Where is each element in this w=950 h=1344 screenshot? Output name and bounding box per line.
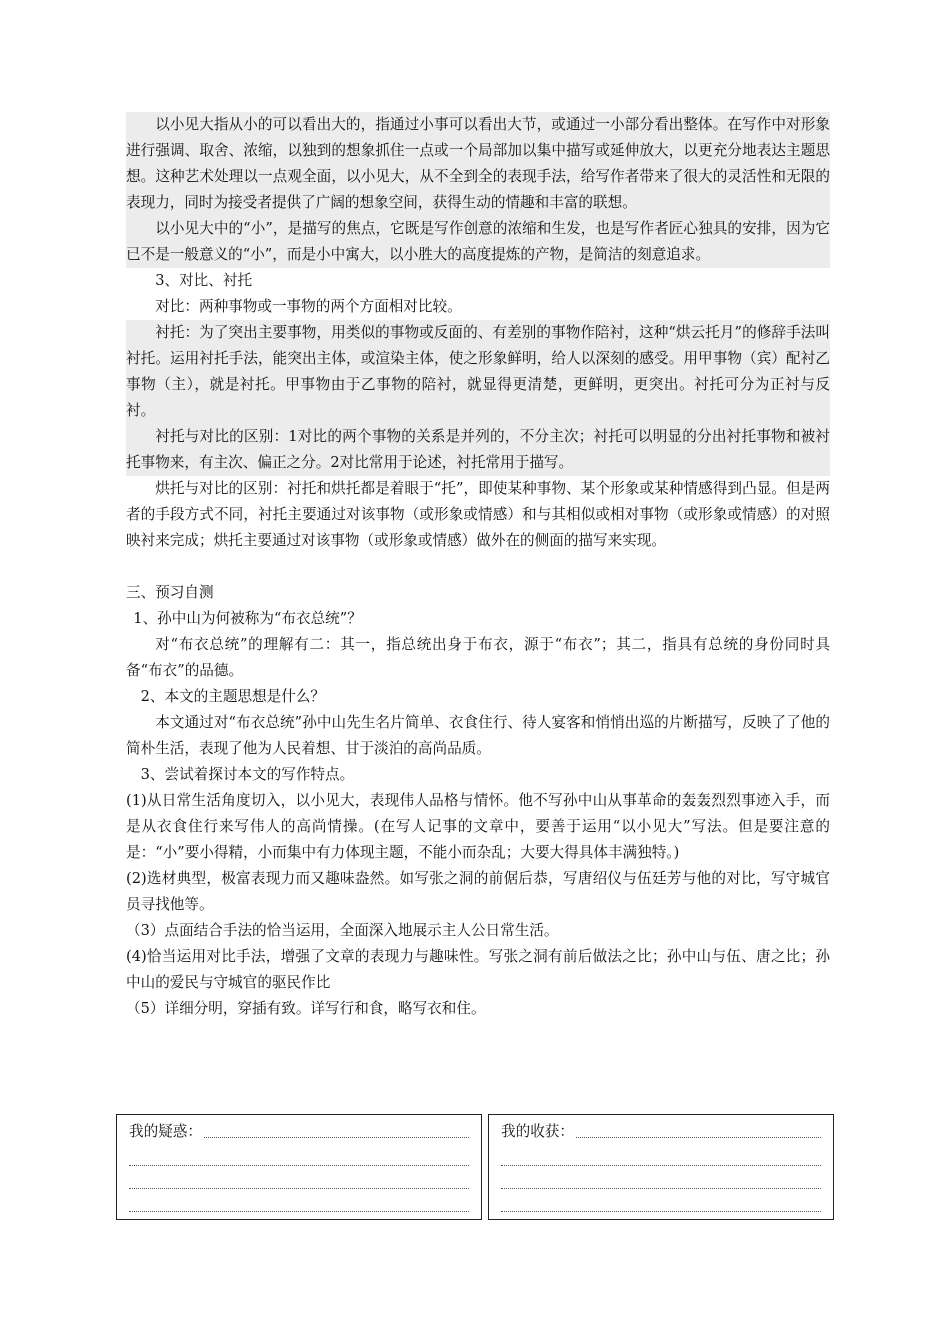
paragraph-contrast-definition: 对比：两种事物或一事物的两个方面相对比较。 [155, 298, 462, 315]
answer-2: 本文通过对“布衣总统”孙中山先生名片简单、衣食住行、待人宴客和悄悄出巡的片断描写，反映了了他的简朴生活，表现了他为人民着想、甘于淡泊的高尚品质。 [126, 714, 830, 757]
heading-contrast-foil: 3、对比、衬托 [155, 272, 253, 289]
question-1: 1、孙中山为何被称为“布衣总统”？ [133, 610, 362, 627]
paragraph-foil-vs-contrast: 衬托与对比的区别：1对比的两个事物的关系是并列的，不分主次；衬托可以明显的分出衬托事物和被衬托事物来，有主次、偏正之分。2对比常用于论述，衬托常用于描写。 [126, 428, 830, 471]
paragraph-setoff-vs-contrast: 烘托与对比的区别：衬托和烘托都是着眼于“托”，即使某种事物、某个形象或某种情感得到凸显。但是两者的手段方式不同，衬托主要通过对该事物（或形象或情感）和与其相似或相对事物（或形象或情感）的对照映衬来完成；烘托主要通过对该事物（或形象或情感）做外在的侧面的描写来实现。 [126, 480, 830, 549]
paragraph-small-to-big-definition: 以小见大指从小的可以看出大的，指通过小事可以看出大节，或通过一小部分看出整体。在写作中对形象进行强调、取舍、浓缩，以独到的想象抓住一点或一个局部加以集中描写或延伸放大，以更充分地表达主题思想。这种艺术处理以一点观全面，以小见大，从不全到全的表现手法，给写作者带来了很大的灵活性和无限的表现力，同时为接受者提供了广阔的想象空间，获得生动的情趣和丰富的联想。 [126, 116, 830, 211]
answer-line[interactable] [501, 1143, 821, 1166]
answer-line[interactable] [204, 1137, 469, 1138]
answer-line[interactable] [501, 1166, 821, 1189]
answer-line[interactable] [129, 1166, 469, 1189]
answer-line[interactable] [576, 1137, 821, 1138]
paragraph-small-focus: 以小见大中的“小”，是描写的焦点，它既是写作创意的浓缩和生发，也是写作者匠心独具的安排，因为它已不是一般意义的“小”，而是小中寓大，以小胜大的高度提炼的产物，是简洁的刻意追求。 [126, 220, 830, 263]
answer-line[interactable] [129, 1143, 469, 1166]
paragraph-foil-definition: 衬托：为了突出主要事物，用类似的事物或反面的、有差别的事物作陪衬，这种“烘云托月”的修辞手法叫衬托。运用衬托手法，能突出主体，或渲染主体，使之形象鲜明，给人以深刻的感受。用甲事物（宾）配衬乙事物（主），就是衬托。甲事物由于乙事物的陪衬，就显得更清楚，更鲜明，更突出。衬托可分为正衬与反衬。 [126, 324, 830, 419]
answer-3-point-5: （5）详细分明，穿插有致。详写行和食，略写衣和住。 [126, 1000, 486, 1017]
shaded-block [126, 112, 830, 268]
gains-label: 我的收获： [501, 1123, 574, 1140]
notes-boxes [116, 1114, 834, 1222]
gains-box[interactable] [488, 1114, 834, 1220]
question-2: 2、本文的主题思想是什么？ [140, 688, 326, 705]
answer-3-point-2: (2)选材典型，极富表现力而又趣味盎然。如写张之洞的前倨后恭，写唐绍仪与伍廷芳与他的对比，写守城官员寻找他等。 [126, 870, 830, 913]
answer-1: 对“布衣总统”的理解有二：其一，指总统出身于布衣，源于“布衣”；其二，指具有总统的身份同时具备“布衣”的品德。 [126, 636, 830, 679]
section-heading-preview-test: 三、预习自测 [126, 584, 214, 601]
doubts-label: 我的疑惑： [129, 1123, 202, 1140]
answer-3-point-3: （3）点面结合手法的恰当运用，全面深入地展示主人公日常生活。 [126, 922, 559, 939]
answer-3-point-1: (1)从日常生活角度切入，以小见大，表现伟人品格与情怀。他不写孙中山从事革命的轰轰烈烈事迹入手，而是从衣食住行来写伟人的高尚情操。(在写人记事的文章中，要善于运用“以小见大”写法。但是要注意的是：“小”要小得精，小而集中有力体现主题，不能小而杂乱；大要大得具体丰满独特。) [126, 792, 830, 861]
answer-3-point-4: (4)恰当运用对比手法，增强了文章的表现力与趣味性。写张之洞有前后做法之比；孙中山与伍、唐之比；孙中山的爱民与守城官的驱民作比 [126, 948, 830, 991]
doubts-box[interactable] [116, 1114, 482, 1220]
answer-line[interactable] [501, 1189, 821, 1212]
question-3: 3、尝试着探讨本文的写作特点。 [140, 766, 355, 783]
shaded-block [126, 320, 830, 476]
document-body [126, 112, 830, 1022]
answer-line[interactable] [129, 1189, 469, 1212]
